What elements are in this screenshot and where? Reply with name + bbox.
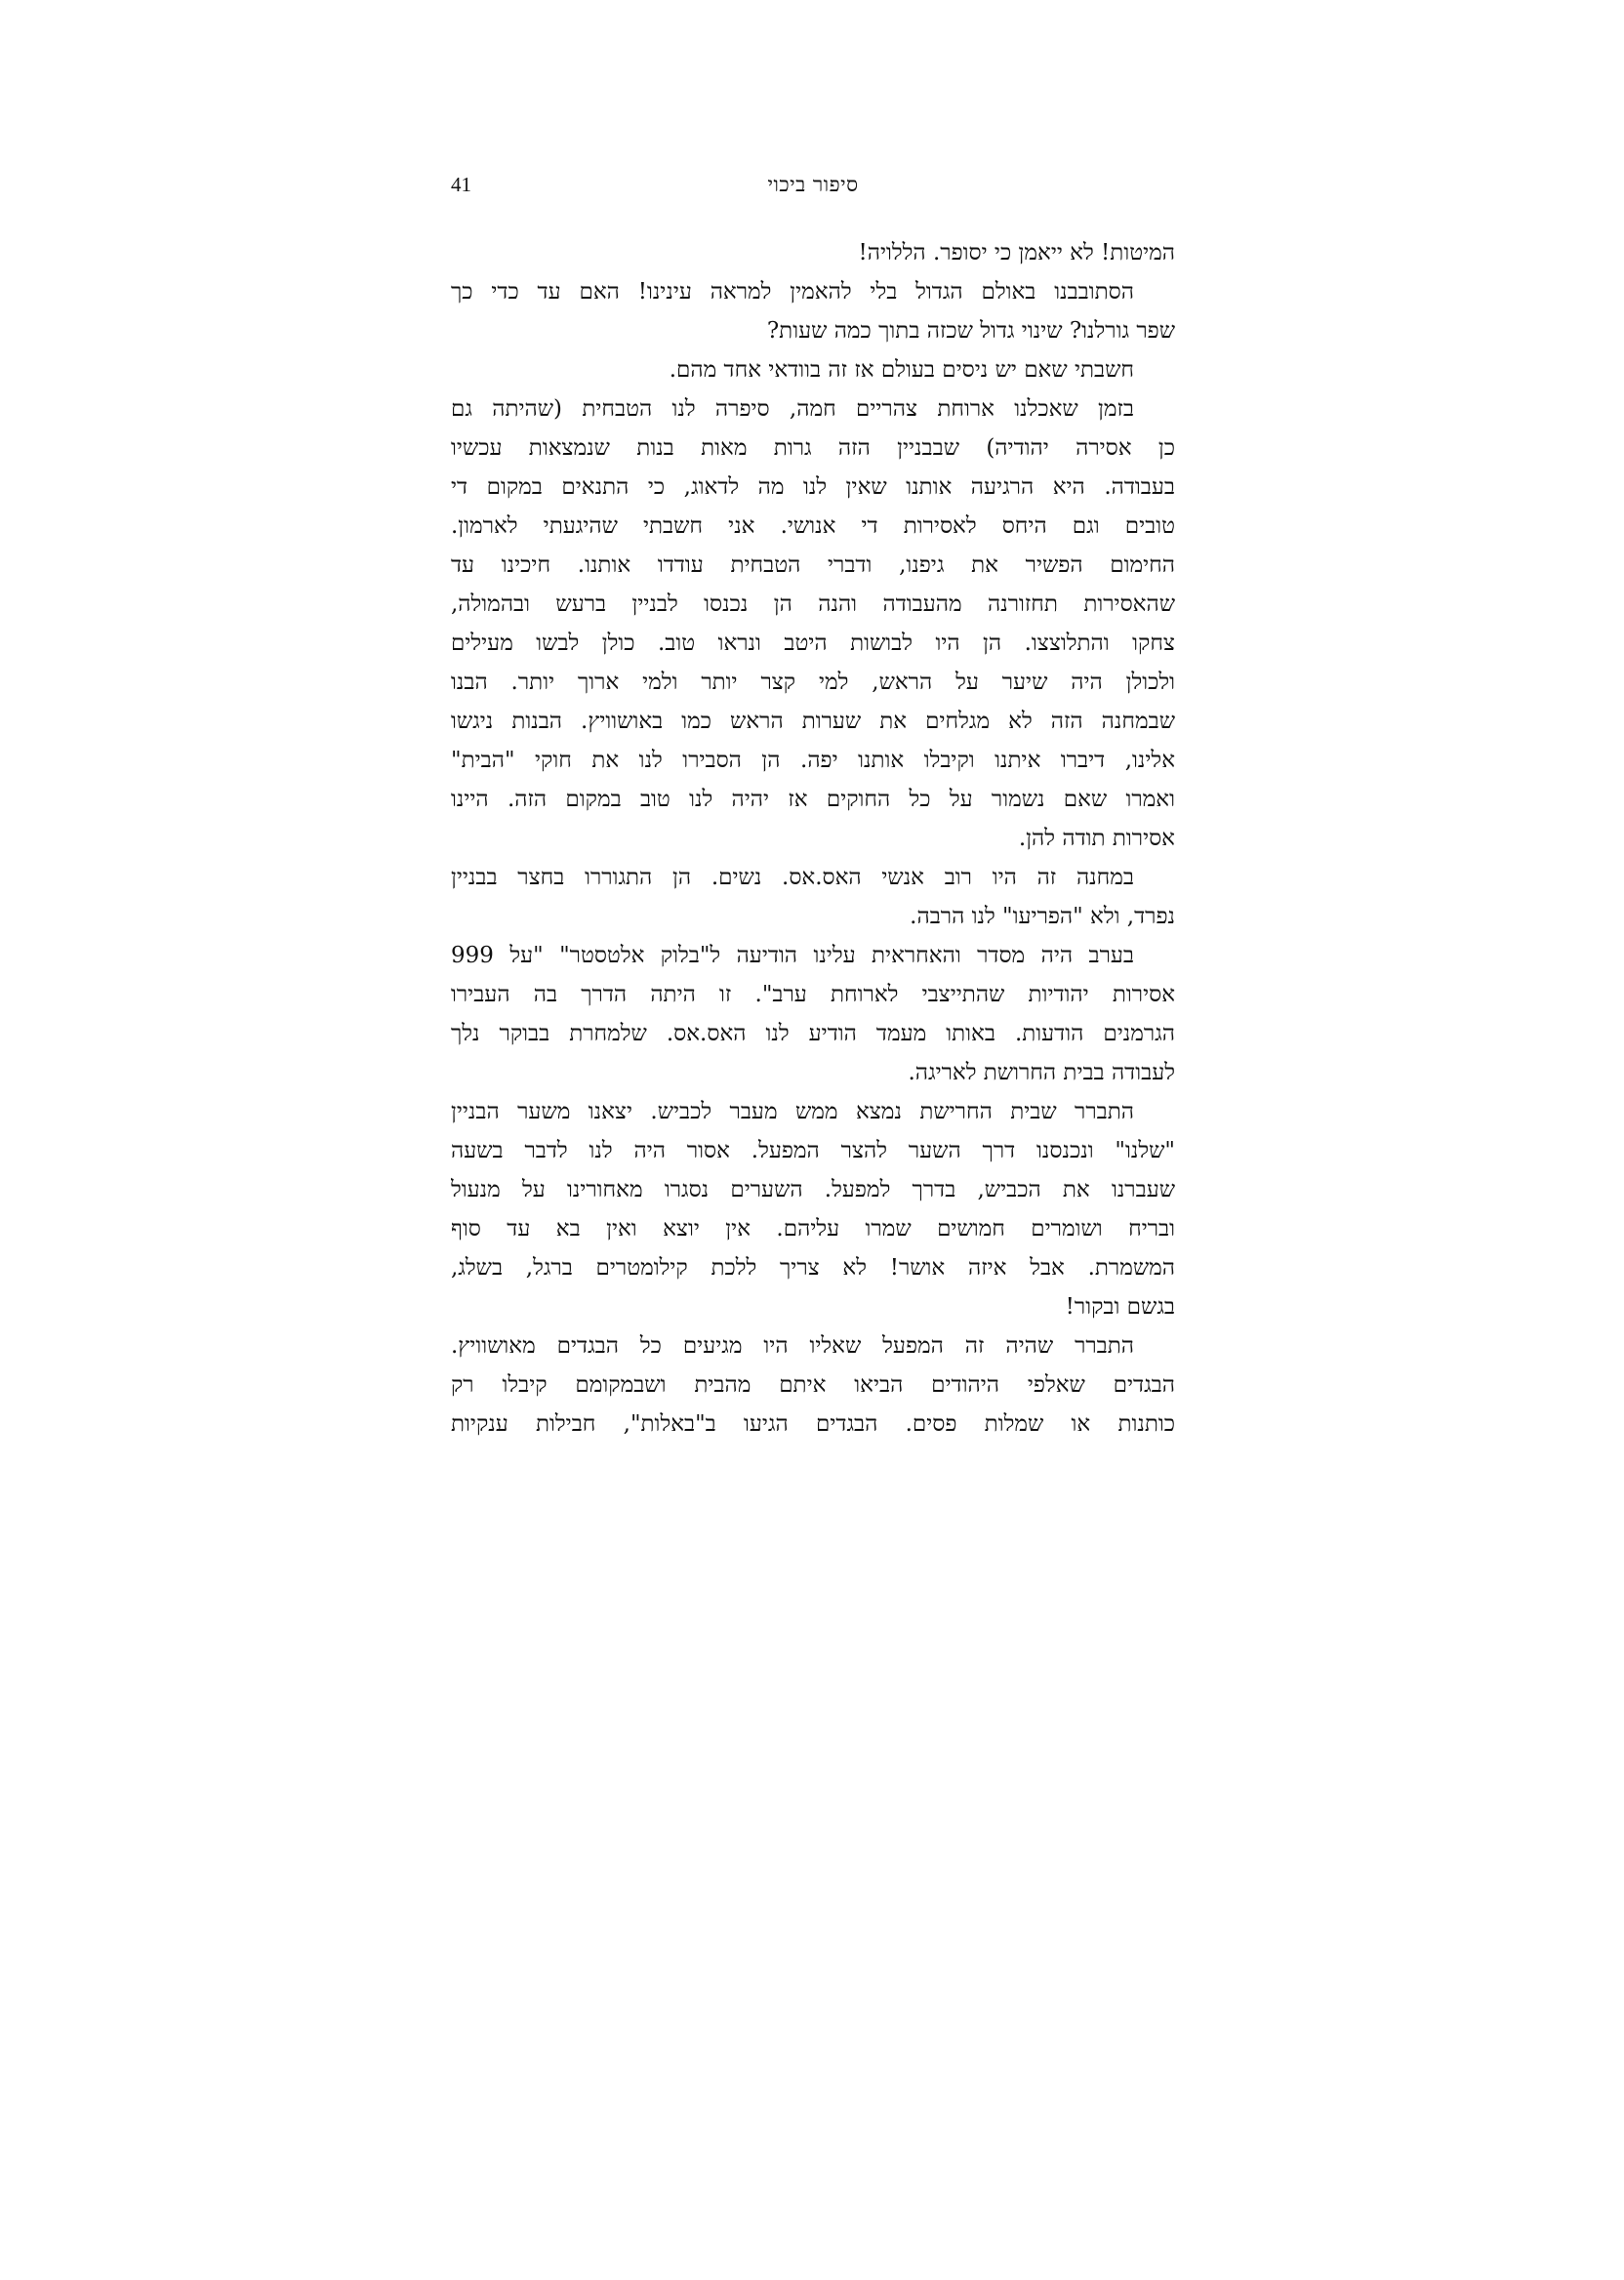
text-line: בערב היה מסדר והאחראית עלינו הודיעה ל"בלוק אלטסטר" "על 999 xyxy=(451,943,1134,968)
text-line: החימום הפשיר את גיפנו, ודברי הטבחית עודדו אותנו. חיכינו עד xyxy=(451,552,1175,578)
text-line: המשמרת. אבל איזה אושר! לא צריך ללכת קילומטרים ברגל, בשלג, xyxy=(451,1255,1175,1281)
text-line: צחקו והתלוצצו. הן היו לבושות היטב ונראו טוב. כולן לבשו מעילים xyxy=(451,631,1175,656)
text-line: הגרמנים הודעות. באותו מעמד הודיע לנו האס.אס. שלמחרת בבוקר נלך xyxy=(451,1021,1175,1046)
text-line: שעברנו את הכביש, בדרך למפעל. השערים נסגרו מאחורינו על מנעול xyxy=(451,1177,1175,1202)
paragraph xyxy=(451,936,1175,1092)
text-line: הסתובבנו באולם הגדול בלי להאמין למראה עינינו! האם עד כדי כך xyxy=(451,279,1134,305)
running-title: סיפור ביכוי xyxy=(767,173,859,196)
text-line: לעבודה בבית החרושת לאריגה. xyxy=(908,1060,1175,1085)
text-line: טובים וגם היחס לאסירות די אנושי. אני חשבתי שהיגעתי לארמון. xyxy=(451,513,1175,539)
paragraph xyxy=(451,350,1175,389)
text-line: נפרד, ולא "הפריעו" לנו הרבה. xyxy=(910,904,1175,929)
text-line: ולכולן היה שיער על הראש, למי קצר יותר ולמי ארוך יותר. הבנו xyxy=(451,670,1175,695)
page-number: 41 xyxy=(451,173,471,196)
text-line: במחנה זה היו רוב אנשי האס.אס. נשים. הן התגוררו בחצר בבניין xyxy=(451,865,1134,890)
text-line: אסירות תודה להן. xyxy=(1018,826,1175,851)
text-line: ובריח ושומרים חמושים שמרו עליהם. אין יוצא ואין בא עד סוף xyxy=(451,1216,1175,1242)
page-header xyxy=(451,172,1175,201)
text-line: אסירות יהודיות שהתייצבי לארוחת ערב". זו היתה הדרך בה העבירו xyxy=(451,982,1175,1007)
text-line: בזמן שאכלנו ארוחת צהריים חמה, סיפרה לנו הטבחית (שהיתה גם xyxy=(451,396,1134,422)
text-line: התברר שבית החרישת נמצא ממש מעבר לכביש. יצאנו משער הבניין xyxy=(451,1099,1134,1124)
text-line: התברר שהיה זה המפעל שאליו היו מגיעים כל הבגדים מאושוויץ. xyxy=(451,1333,1134,1359)
text-line: הבגדים שאלפי היהודים הביאו איתם מהבית ושבמקומם קיבלו רק xyxy=(451,1372,1175,1398)
text-line: חשבתי שאם יש ניסים בעולם אז זה בוודאי אחד מהם. xyxy=(669,357,1134,383)
paragraph xyxy=(451,858,1175,936)
paragraph xyxy=(451,233,1175,272)
text-line: "שלנו" ונכנסנו דרך השער להצר המפעל. אסור היה לנו לדבר בשעה xyxy=(451,1138,1175,1163)
text-line: כותנות או שמלות פסים. הבגדים הגיעו ב"באלות", חבילות ענקיות xyxy=(451,1411,1175,1437)
text-line: המיטות! לא ייאמן כי יסופר. הללויה! xyxy=(858,240,1175,265)
text-line: בגשם ובקור! xyxy=(1065,1294,1175,1320)
text-line: אלינו, דיברו איתנו וקיבלו אותנו יפה. הן הסבירו לנו את חוקי "הבית" xyxy=(451,748,1175,773)
paragraph xyxy=(451,389,1175,858)
paragraph xyxy=(451,272,1175,350)
text-line: שבמחנה הזה לא מגלחים את שערות הראש כמו באושוויץ. הבנות ניגשו xyxy=(451,709,1175,734)
text-line: שהאסירות תחזורנה מהעבודה והנה הן נכנסו לבניין ברעש ובהמולה, xyxy=(451,591,1175,617)
paragraph xyxy=(451,1092,1175,1326)
text-line: ואמרו שאם נשמור על כל החוקים אז יהיה לנו טוב במקום הזה. היינו xyxy=(451,787,1175,812)
text-line: שפר גורלנו? שינוי גדול שכזה בתוך כמה שעות? xyxy=(766,318,1175,344)
text-line: בעבודה. היא הרגיעה אותנו שאין לנו מה לדאוג, כי התנאים במקום די xyxy=(451,474,1175,500)
paragraph xyxy=(451,1326,1175,1444)
body-text xyxy=(451,233,1175,1444)
text-line: כן אסירה יהודיה) שבבניין הזה גרות מאות בנות שנמצאות עכשיו xyxy=(451,435,1175,461)
